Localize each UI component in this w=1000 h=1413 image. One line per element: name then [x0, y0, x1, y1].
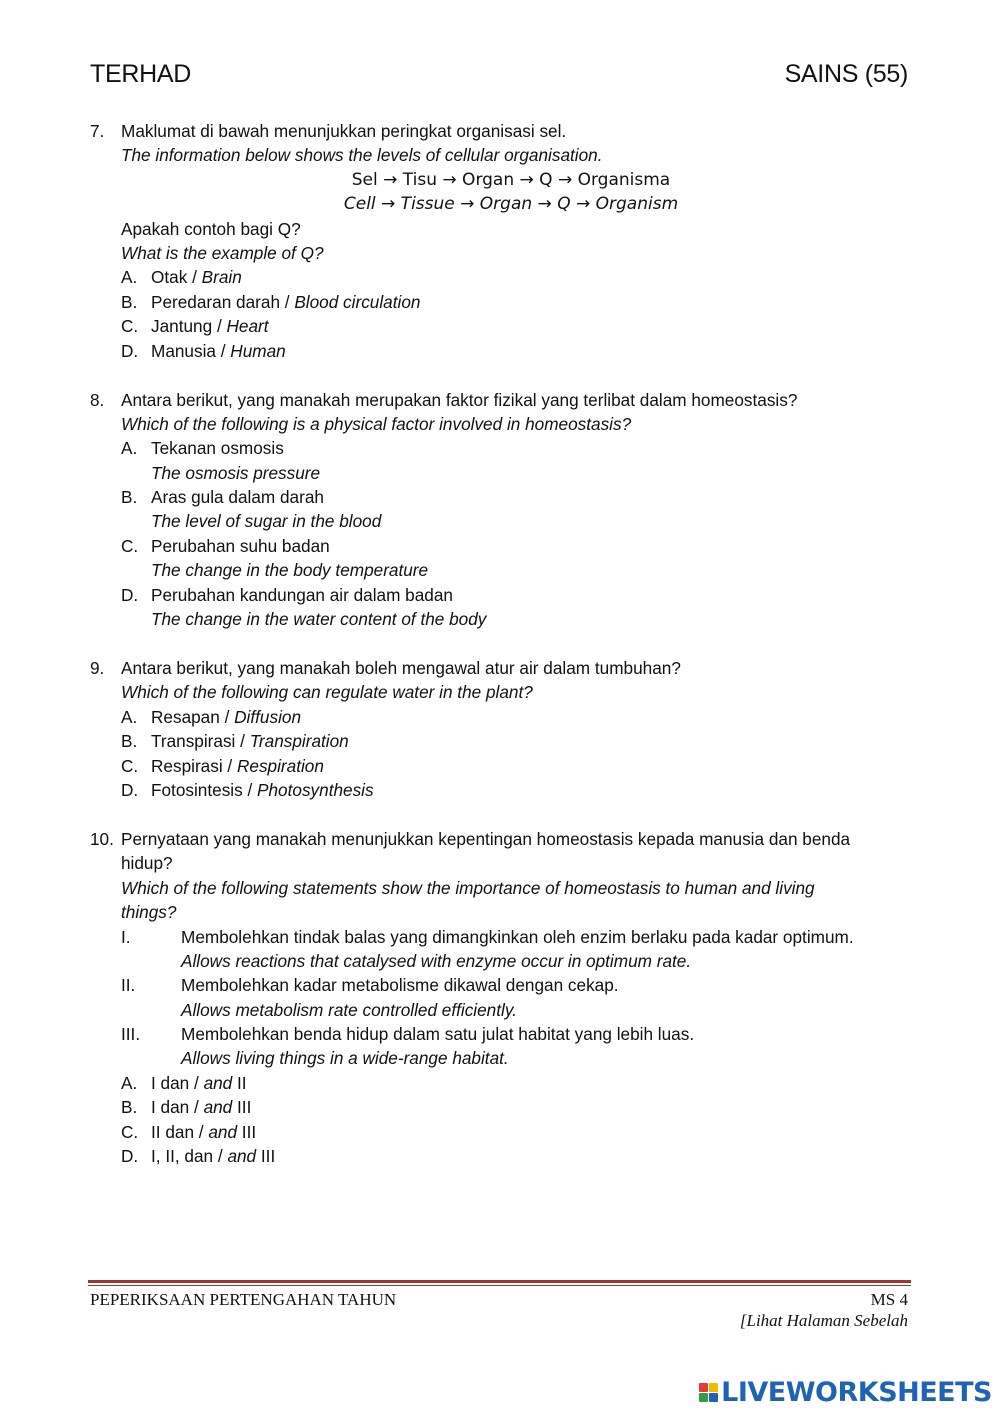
- q8-option-a-en: The osmosis pressure: [151, 462, 321, 483]
- liveworksheets-icon: [699, 1383, 718, 1402]
- q10-statement-2-en: Allows metabolism rate controlled efficiently.: [181, 999, 517, 1020]
- liveworksheets-wordmark: LIVEWORKSHEETS: [721, 1377, 992, 1408]
- q8-option-c-en: The change in the body temperature: [151, 560, 429, 581]
- q8-option-c[interactable]: C. Perubahan suhu badan: [121, 535, 330, 556]
- q10-statement-2: II. Membolehkan kadar metabolisme dikawal dengan cekap.: [121, 975, 619, 996]
- q10-option-d[interactable]: D. I, II, dan / and III: [121, 1146, 276, 1167]
- q10-stem-cont: hidup?: [121, 853, 173, 874]
- footer-divider-thick: [88, 1280, 911, 1283]
- liveworksheets-logo: [699, 1377, 992, 1408]
- q8-option-d[interactable]: D. Perubahan kandungan air dalam badan: [121, 584, 453, 605]
- q8-option-b-en: The level of sugar in the blood: [151, 511, 382, 532]
- q7-stem: 7. Maklumat di bawah menunjukkan peringkat organisasi sel.: [90, 121, 567, 141]
- q10-option-c[interactable]: C. II dan / and III: [121, 1121, 257, 1142]
- q10-stem-en: Which of the following statements show the importance of homeostasis to human and living: [121, 877, 815, 898]
- q7-subquestion: Apakah contoh bagi Q?: [121, 218, 301, 239]
- q7-option-a[interactable]: A. Otak / Brain: [121, 267, 242, 288]
- q7-subquestion-en: What is the example of Q?: [121, 242, 324, 263]
- q9-option-a[interactable]: A. Resapan / Diffusion: [121, 706, 302, 727]
- q10-stem: 10. Pernyataan yang manakah menunjukkan kepentingan homeostasis kepada manusia dan benda: [90, 828, 851, 849]
- q10-option-b[interactable]: B. I dan / and III: [121, 1097, 252, 1118]
- footer-exam-title: PEPERIKSAAN PERTENGAHAN TAHUN: [90, 1290, 397, 1309]
- q9-option-c[interactable]: C. Respirasi / Respiration: [121, 755, 324, 776]
- footer-next-page: [Lihat Halaman Sebelah: [739, 1311, 908, 1330]
- q7-flow-en: Cell → Tissue → Organ → Q → Organism: [343, 194, 679, 215]
- q10-statement-3: III. Membolehkan benda hidup dalam satu julat habitat yang lebih luas.: [121, 1024, 695, 1045]
- q8-option-a[interactable]: A. Tekanan osmosis: [121, 438, 284, 459]
- q10-stem-en-cont: things?: [121, 902, 177, 923]
- q10-option-a[interactable]: A. I dan / and II: [121, 1072, 247, 1093]
- footer-page-number: MS 4: [870, 1290, 908, 1309]
- q10-statement-1: I. Membolehkan tindak balas yang dimangkinkan oleh enzim berlaku pada kadar optimum.: [121, 926, 854, 947]
- q8-option-d-en: The change in the water content of the body: [151, 609, 487, 630]
- question-content: [90, 119, 920, 1168]
- q8-option-b[interactable]: B. Aras gula dalam darah: [121, 487, 324, 508]
- q9-option-d[interactable]: D. Fotosintesis / Photosynthesis: [121, 779, 374, 800]
- q7-option-b[interactable]: B. Peredaran darah / Blood circulation: [121, 291, 421, 312]
- q9-stem-en: Which of the following can regulate water in the plant?: [121, 682, 533, 703]
- q10-statement-1-en: Allows reactions that catalysed with enzyme occur in optimum rate.: [181, 950, 692, 971]
- q7-stem-en: The information below shows the levels of cellular organisation.: [121, 145, 603, 166]
- q8-stem: 8. Antara berikut, yang manakah merupakan faktor fizikal yang terlibat dalam homeostasis?: [90, 389, 798, 410]
- footer-divider-thin: [88, 1285, 911, 1286]
- q7-flow: Sel → Tisu → Organ → Q → Organisma: [351, 169, 671, 190]
- q9-stem: 9. Antara berikut, yang manakah boleh mengawal atur air dalam tumbuhan?: [90, 658, 681, 678]
- q8-stem-en: Which of the following is a physical factor involved in homeostasis?: [121, 413, 632, 434]
- q7-option-d[interactable]: D. Manusia / Human: [121, 340, 286, 361]
- q9-option-b[interactable]: B. Transpirasi / Transpiration: [121, 731, 349, 752]
- header-terhad: TERHAD: [90, 60, 191, 88]
- q10-statement-3-en: Allows living things in a wide-range habitat.: [181, 1048, 509, 1069]
- q7-option-c[interactable]: C. Jantung / Heart: [121, 316, 269, 337]
- header-subject: SAINS (55): [784, 60, 908, 88]
